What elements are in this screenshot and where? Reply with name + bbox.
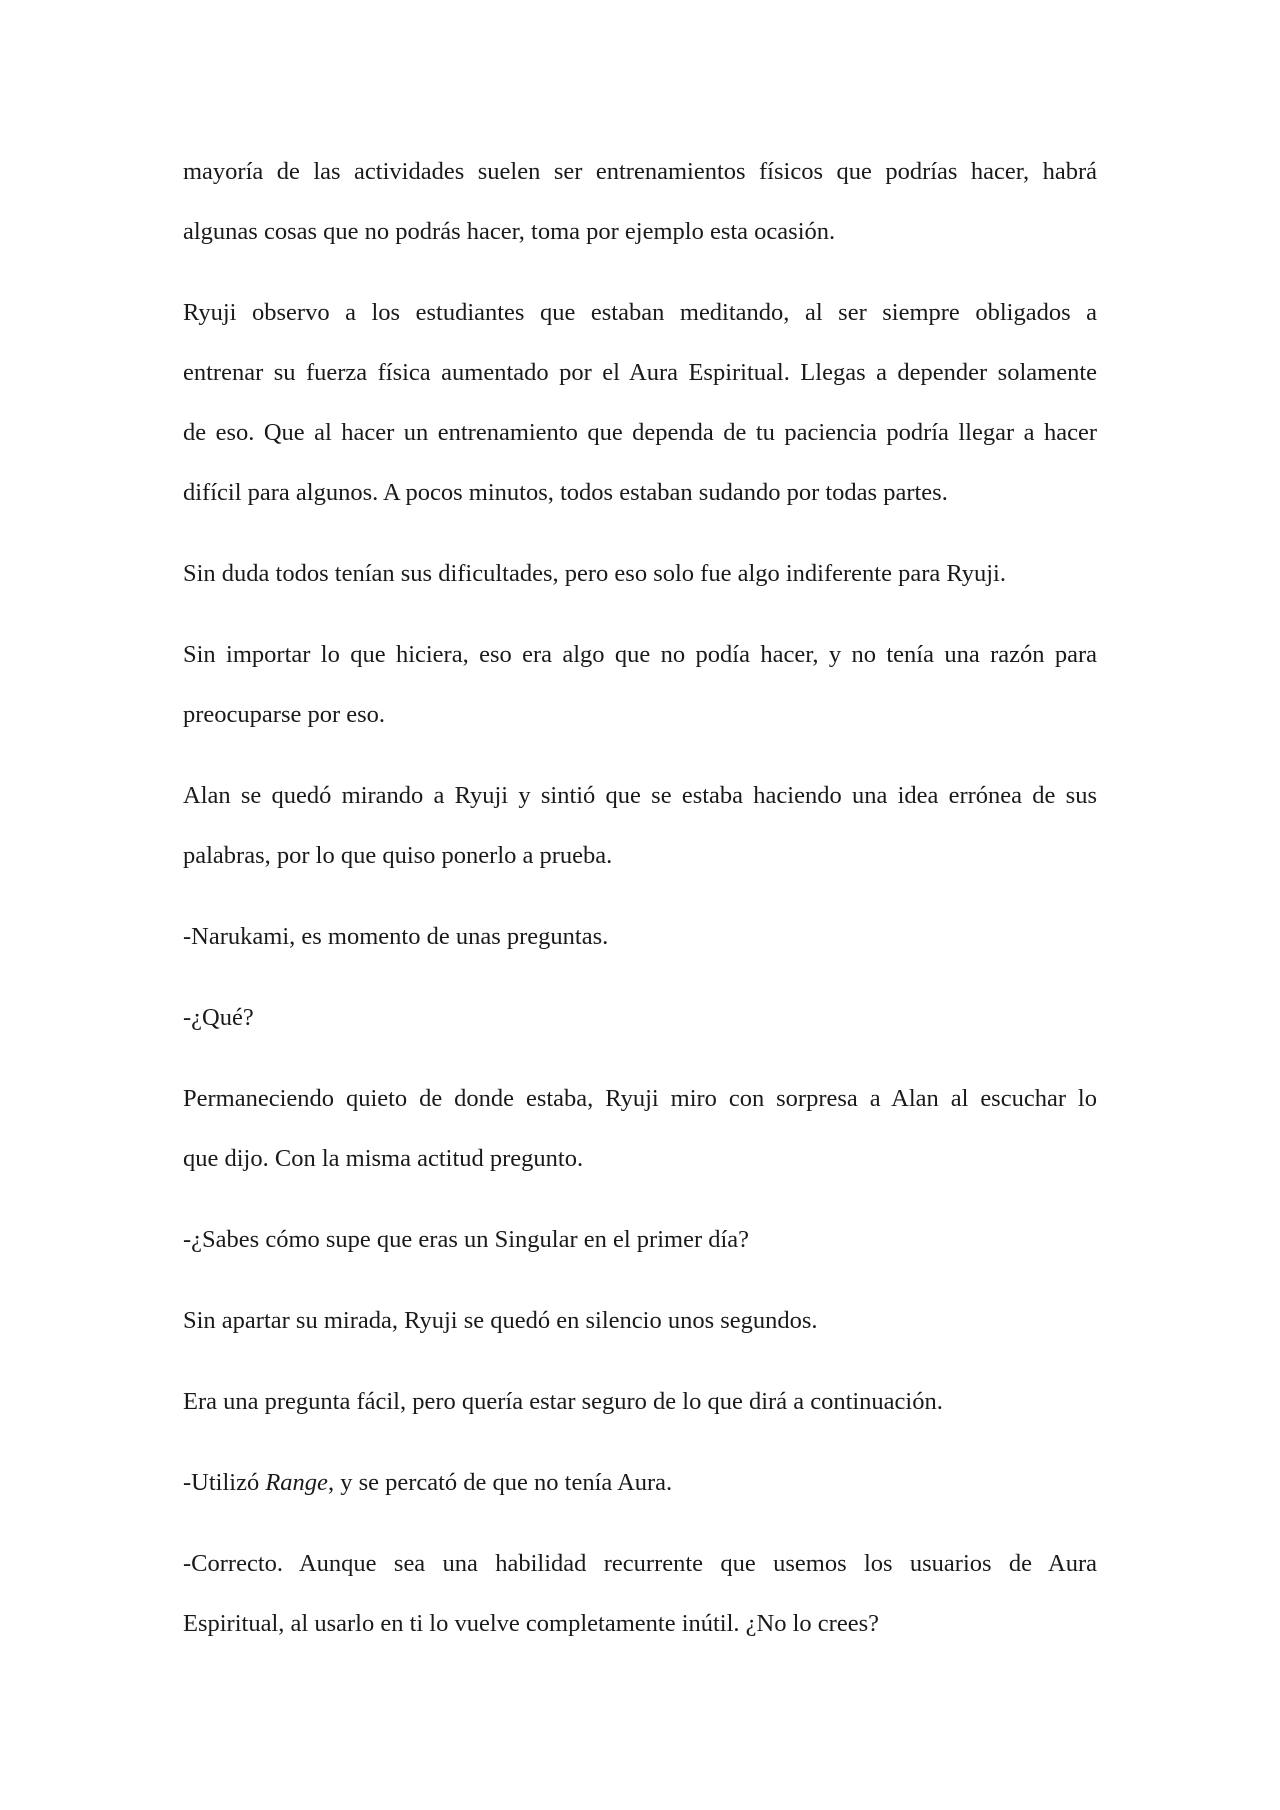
paragraph-10	[183, 1291, 1097, 1351]
italic-term: Range	[265, 1469, 328, 1496]
text-line: palabras, por lo que quiso ponerlo a prueba.	[183, 842, 613, 869]
text-line: entrenar su fuerza física aumentado por el Aura Espiritual. Llegas a depender solamente	[183, 359, 1097, 386]
text-line: difícil para algunos. A pocos minutos, todos estaban sudando por todas partes.	[183, 479, 948, 506]
paragraph-8	[183, 1069, 1097, 1189]
text-line: preocuparse por eso.	[183, 701, 386, 728]
text-fragment: -Utilizó	[183, 1469, 266, 1496]
text-line: -Narukami, es momento de unas preguntas.	[183, 923, 609, 950]
text-line: Sin importar lo que hiciera, eso era algo que no podía hacer, y no tenía una razón para	[183, 641, 1097, 668]
dialogue-line	[183, 1534, 1097, 1654]
paragraph-11	[183, 1372, 1097, 1432]
text-line: algunas cosas que no podrás hacer, toma por ejemplo esta ocasión.	[183, 218, 836, 245]
text-line: Alan se quedó mirando a Ryuji y sintió que se estaba haciendo una idea errónea de sus	[183, 782, 1097, 809]
paragraph-2	[183, 283, 1097, 523]
dialogue-line	[183, 907, 1097, 967]
paragraph-4	[183, 625, 1097, 745]
text-line: que dijo. Con la misma actitud pregunto.	[183, 1145, 584, 1172]
text-line: -¿Sabes cómo supe que eras un Singular en el primer día?	[183, 1226, 750, 1253]
dialogue-line	[183, 1453, 1097, 1513]
text-fragment: , y se percató de que no tenía Aura.	[327, 1469, 673, 1496]
text-line: -Correcto. Aunque sea una habilidad recurrente que usemos los usuarios de Aura	[183, 1550, 1097, 1577]
dialogue-line	[183, 988, 1097, 1048]
text-line: Ryuji observo a los estudiantes que estaban meditando, al ser siempre obligados a	[183, 299, 1097, 326]
text-line: Sin apartar su mirada, Ryuji se quedó en silencio unos segundos.	[183, 1307, 818, 1334]
paragraph-5	[183, 766, 1097, 886]
dialogue-line	[183, 1210, 1097, 1270]
paragraph-1	[183, 142, 1097, 262]
text-line: Espiritual, al usarlo en ti lo vuelve completamente inútil. ¿No lo crees?	[183, 1610, 879, 1637]
text-line: Sin duda todos tenían sus dificultades, pero eso solo fue algo indiferente para Ryuji.	[183, 560, 1006, 587]
text-line: de eso. Que al hacer un entrenamiento que dependa de tu paciencia podría llegar a hacer	[183, 419, 1097, 446]
text-line: mayoría de las actividades suelen ser entrenamientos físicos que podrías hacer, habrá	[183, 158, 1097, 185]
text-line: Era una pregunta fácil, pero quería estar seguro de lo que dirá a continuación.	[183, 1388, 943, 1415]
text-line	[183, 1453, 1097, 1513]
paragraph-3	[183, 544, 1097, 604]
text-line: -¿Qué?	[183, 1004, 254, 1031]
text-line: Permaneciendo quieto de donde estaba, Ryuji miro con sorpresa a Alan al escuchar lo	[183, 1085, 1097, 1112]
body-text	[183, 142, 1097, 1675]
